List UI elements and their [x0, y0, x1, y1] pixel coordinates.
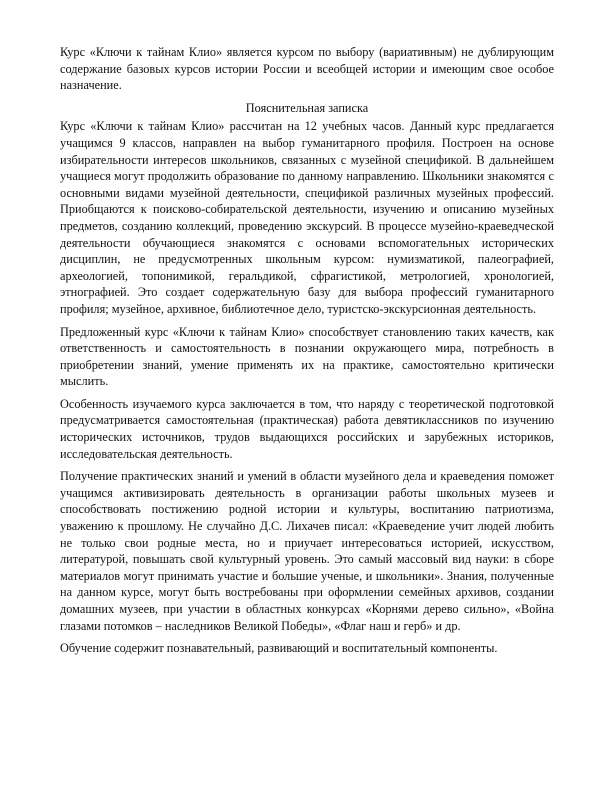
body-paragraph-components: Обучение содержит познавательный, развивающий и воспитательный компоненты.: [60, 641, 498, 656]
intro-paragraph: Курс «Ключи к тайнам Клио» является курсом по выбору (вариативным) не дублирующим содержание базовых курсов истории России и всеобщей истории и имеющим свое особое назначение.: [60, 45, 554, 93]
body-paragraph-practical-skills: Получение практических знаний и умений в области музейного дела и краеведения поможет учащимся активизировать деятельность в организации работы школьных музеев и способствовать постижению родной истории и культуры, воспитанию патриотизма, уважению к прошлому. Не случайно Д.С. Лихачев писал: «Краеведение учит людей любить не только свои родные места, но и приучает интересоваться историей, искусством, литературой, повышать свой культурный уровень. Это самый массовый вид науки: в сборе материалов могут принимать участие и большие ученые, и школьники». Знания, полученные на данном курсе, могут быть востребованы при оформлении семейных архивов, создании домашних музеев, при участии в областных конкурсах «Корнями дерево сильно», «Война глазами потомков – наследников Великой Победы», «Флаг наш и герб» и др.: [60, 469, 554, 633]
body-paragraph-course-feature: Особенность изучаемого курса заключается в том, что наряду с теоретической подготовкой предусматривается самостоятельная (практическая) работа девятиклассников по изучению исторических источников, трудов выдающихся российских и зарубежных историков, исследовательская деятельность.: [60, 396, 554, 461]
section-heading: Пояснительная записка: [245, 100, 369, 115]
body-paragraph-course-overview: Курс «Ключи к тайнам Клио» рассчитан на 12 учебных часов. Данный курс предлагается учащимся 9 классов, направлен на выбор гуманитарного профиля. Построен на основе избирательности интересов школьников, связанных с музейной спецификой. В дальнейшем учащиеся могут продолжить образование по данному направлению. Школьники знакомятся с основными видами музейной деятельности, спецификой различных музейных профессий. Приобщаются к поисково-собирательской деятельности, изучению и описанию музейных предметов, созданию коллекций, проведению экскурсий. В процессе музейно-краеведческой деятельности обучающиеся знакомятся с основами вспомогательных исторических дисциплин, не предусмотренных школьным курсом: нумизматикой, палеографией, археологией, топонимикой, геральдикой, сфрагистикой, метрологией, хронологией, этнографией. Это создает содержательную базу для выбора профессий гуманитарного профиля; музейное, архивное, библиотечное дело, туристско-экскурсионная деятельность.: [60, 119, 554, 316]
body-paragraph-course-qualities: Предложенный курс «Ключи к тайнам Клио» способствует становлению таких качеств, как ответственность и самостоятельность в познании окружающего мира, потребность в приобретении знаний, умение применять их на практике, самостоятельно критически мыслить.: [60, 324, 554, 389]
